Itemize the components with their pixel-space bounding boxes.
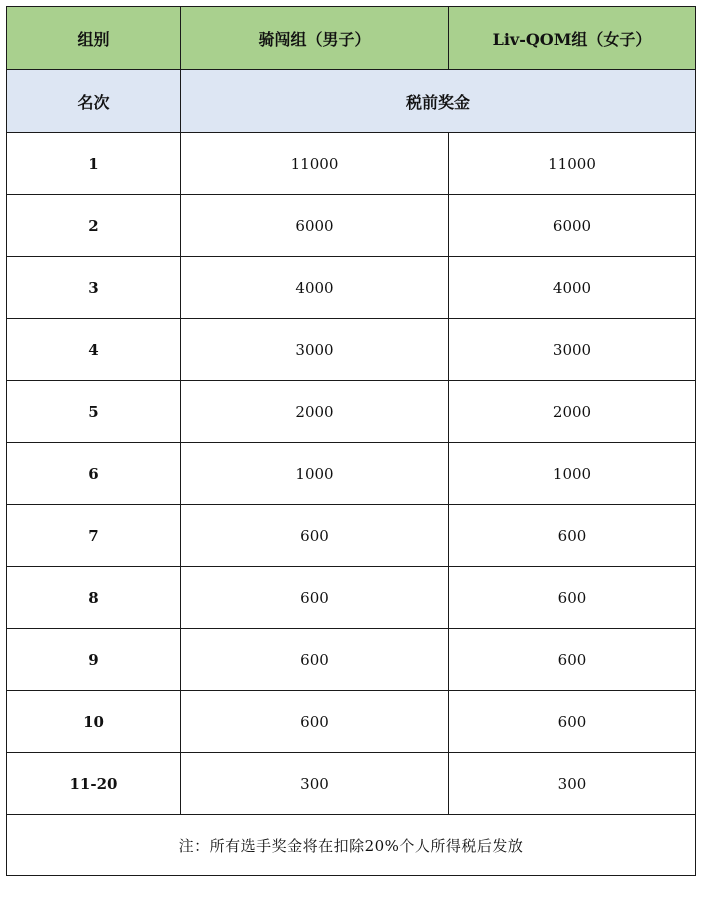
female-prize-cell: 2000 <box>449 381 696 443</box>
male-prize-cell: 1000 <box>181 443 449 505</box>
female-prize-cell: 600 <box>449 629 696 691</box>
header-female-group: Liv-QOM组（女子） <box>449 7 696 70</box>
table-row <box>7 443 696 505</box>
female-prize-cell: 1000 <box>449 443 696 505</box>
male-prize-cell: 300 <box>181 753 449 815</box>
header-group-label: 组别 <box>7 7 181 70</box>
table-row <box>7 319 696 381</box>
tax-note: 注：所有选手奖金将在扣除20%个人所得税后发放 <box>7 815 696 876</box>
prize-table <box>6 6 696 876</box>
female-prize-cell: 300 <box>449 753 696 815</box>
male-prize-cell: 6000 <box>181 195 449 257</box>
female-prize-cell: 6000 <box>449 195 696 257</box>
female-prize-cell: 4000 <box>449 257 696 319</box>
table-row <box>7 257 696 319</box>
rank-cell: 9 <box>7 629 181 691</box>
table-row <box>7 505 696 567</box>
header-row <box>7 7 696 70</box>
male-prize-cell: 11000 <box>181 133 449 195</box>
female-prize-cell: 3000 <box>449 319 696 381</box>
rank-cell: 3 <box>7 257 181 319</box>
male-prize-cell: 3000 <box>181 319 449 381</box>
table-row <box>7 195 696 257</box>
table-row <box>7 691 696 753</box>
female-prize-cell: 600 <box>449 567 696 629</box>
rank-cell: 11-20 <box>7 753 181 815</box>
male-prize-cell: 600 <box>181 629 449 691</box>
rank-cell: 5 <box>7 381 181 443</box>
rank-cell: 10 <box>7 691 181 753</box>
subheader-row <box>7 70 696 133</box>
table-row <box>7 753 696 815</box>
female-prize-cell: 600 <box>449 505 696 567</box>
male-prize-cell: 600 <box>181 691 449 753</box>
rank-cell: 2 <box>7 195 181 257</box>
rank-cell: 4 <box>7 319 181 381</box>
rank-cell: 6 <box>7 443 181 505</box>
header-male-group: 骑闯组（男子） <box>181 7 449 70</box>
prize-table-container <box>6 6 695 876</box>
table-row <box>7 381 696 443</box>
note-row <box>7 815 696 876</box>
female-prize-cell: 11000 <box>449 133 696 195</box>
male-prize-cell: 4000 <box>181 257 449 319</box>
table-row <box>7 133 696 195</box>
male-prize-cell: 600 <box>181 567 449 629</box>
female-prize-cell: 600 <box>449 691 696 753</box>
table-row <box>7 629 696 691</box>
rank-cell: 7 <box>7 505 181 567</box>
male-prize-cell: 600 <box>181 505 449 567</box>
subheader-pretax-prize: 税前奖金 <box>181 70 696 133</box>
subheader-rank-label: 名次 <box>7 70 181 133</box>
rank-cell: 1 <box>7 133 181 195</box>
rank-cell: 8 <box>7 567 181 629</box>
table-row <box>7 567 696 629</box>
male-prize-cell: 2000 <box>181 381 449 443</box>
